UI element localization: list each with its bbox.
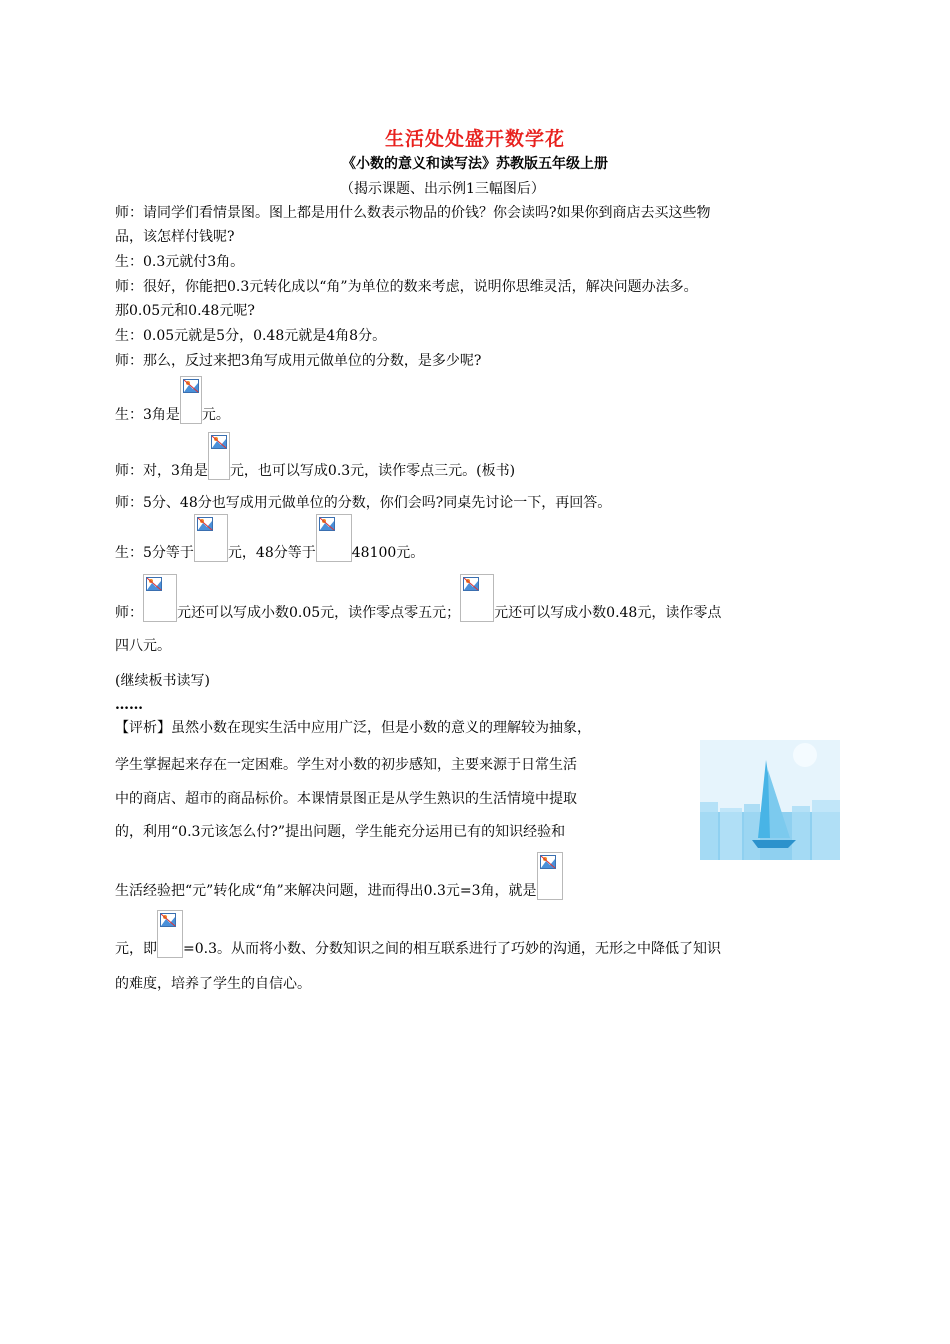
context-note: （揭示课题、出示例1三幅图后） (340, 181, 545, 197)
text-span: 元还可以写成小数0.48元，读作零点 (494, 605, 722, 621)
text-span: 元还可以写成小数0.05元，读作零点零五元； (177, 605, 461, 621)
text-span: 师： (115, 605, 143, 621)
commentary-line: 的难度，培养了学生的自信心。 (115, 976, 311, 992)
fraction-image-placeholder (460, 574, 494, 622)
dialogue-line: 生：0.3元就付3角。 (115, 254, 245, 270)
dialogue-line: (继续板书读写) (115, 673, 210, 689)
broken-image-icon (146, 577, 162, 591)
text-span: 师：对，3角是 (115, 463, 208, 479)
broken-image-icon (540, 855, 556, 869)
dialogue-line: 品，该怎样付钱呢? (115, 229, 235, 245)
broken-image-icon (211, 435, 227, 449)
broken-image-icon (183, 379, 199, 393)
fraction-image-placeholder (180, 376, 202, 424)
commentary-line: 中的商店、超市的商品标价。本课情景图正是从学生熟识的生活情境中提取 (115, 791, 577, 807)
commentary-line (115, 910, 721, 958)
text-span: 生：3角是 (115, 407, 180, 423)
dialogue-line (115, 376, 230, 424)
text-span: 元。 (201, 407, 230, 423)
ellipsis: …… (115, 697, 143, 713)
commentary-line: 学生掌握起来存在一定困难。学生对小数的初步感知，主要来源于日常生活 (115, 757, 577, 773)
fraction-image-placeholder (157, 910, 183, 958)
dialogue-line (115, 574, 721, 622)
text-span: 元，也可以写成0.3元，读作零点三元。(板书) (229, 463, 516, 479)
text-span: 生活经验把“元”转化成“角”来解决问题，进而得出0.3元=3角，就是 (115, 883, 537, 899)
text-span: 元，48分等于 (227, 545, 316, 561)
document-subtitle: 《小数的意义和读写法》苏教版五年级上册 (342, 156, 608, 172)
broken-image-icon (160, 913, 176, 927)
dialogue-line (115, 514, 424, 562)
broken-image-icon (319, 517, 335, 531)
document-title: 生活处处盛开数学花 (384, 128, 565, 150)
commentary-line: 的，利用“0.3元该怎么付?”提出问题，学生能充分运用已有的知识经验和 (115, 824, 566, 840)
text-span: 元，即 (115, 941, 157, 957)
fraction-image-placeholder (316, 514, 352, 562)
broken-image-icon (463, 577, 479, 591)
commentary-line: 【评析】虽然小数在现实生活中应用广泛，但是小数的意义的理解较为抽象， (115, 720, 591, 736)
fraction-image-placeholder (194, 514, 228, 562)
text-span: 生：5分等于 (115, 545, 194, 561)
dialogue-line: 师：5分、48分也写成用元做单位的分数，你们会吗?同桌先讨论一下，再回答。 (115, 495, 612, 511)
dialogue-line: 师：那么，反过来把3角写成用元做单位的分数，是多少呢? (115, 353, 482, 369)
dialogue-line: 那0.05元和0.48元呢? (115, 303, 255, 319)
dialogue-line: 生：0.05元就是5分，0.48元就是4角8分。 (115, 328, 387, 344)
text-span: =0.3。从而将小数、分数知识之间的相互联系进行了巧妙的沟通，无形之中降低了知识 (183, 941, 721, 957)
fraction-image-placeholder (208, 432, 230, 480)
text-span: 48100元。 (351, 545, 425, 561)
broken-image-icon (197, 517, 213, 531)
dialogue-line: 师：请同学们看情景图。图上都是用什么数表示物品的价钱？你会读吗?如果你到商店去买这些物 (115, 205, 711, 221)
dialogue-line (115, 432, 515, 480)
commentary-line (115, 852, 563, 900)
dialogue-line: 四八元。 (115, 638, 171, 654)
fraction-image-placeholder (537, 852, 563, 900)
fraction-image-placeholder (143, 574, 177, 622)
sailboat-picture (700, 740, 840, 860)
dialogue-line: 师：很好，你能把0.3元转化成以“角”为单位的数来考虑，说明你思维灵活，解决问题办法多。 (115, 279, 698, 295)
